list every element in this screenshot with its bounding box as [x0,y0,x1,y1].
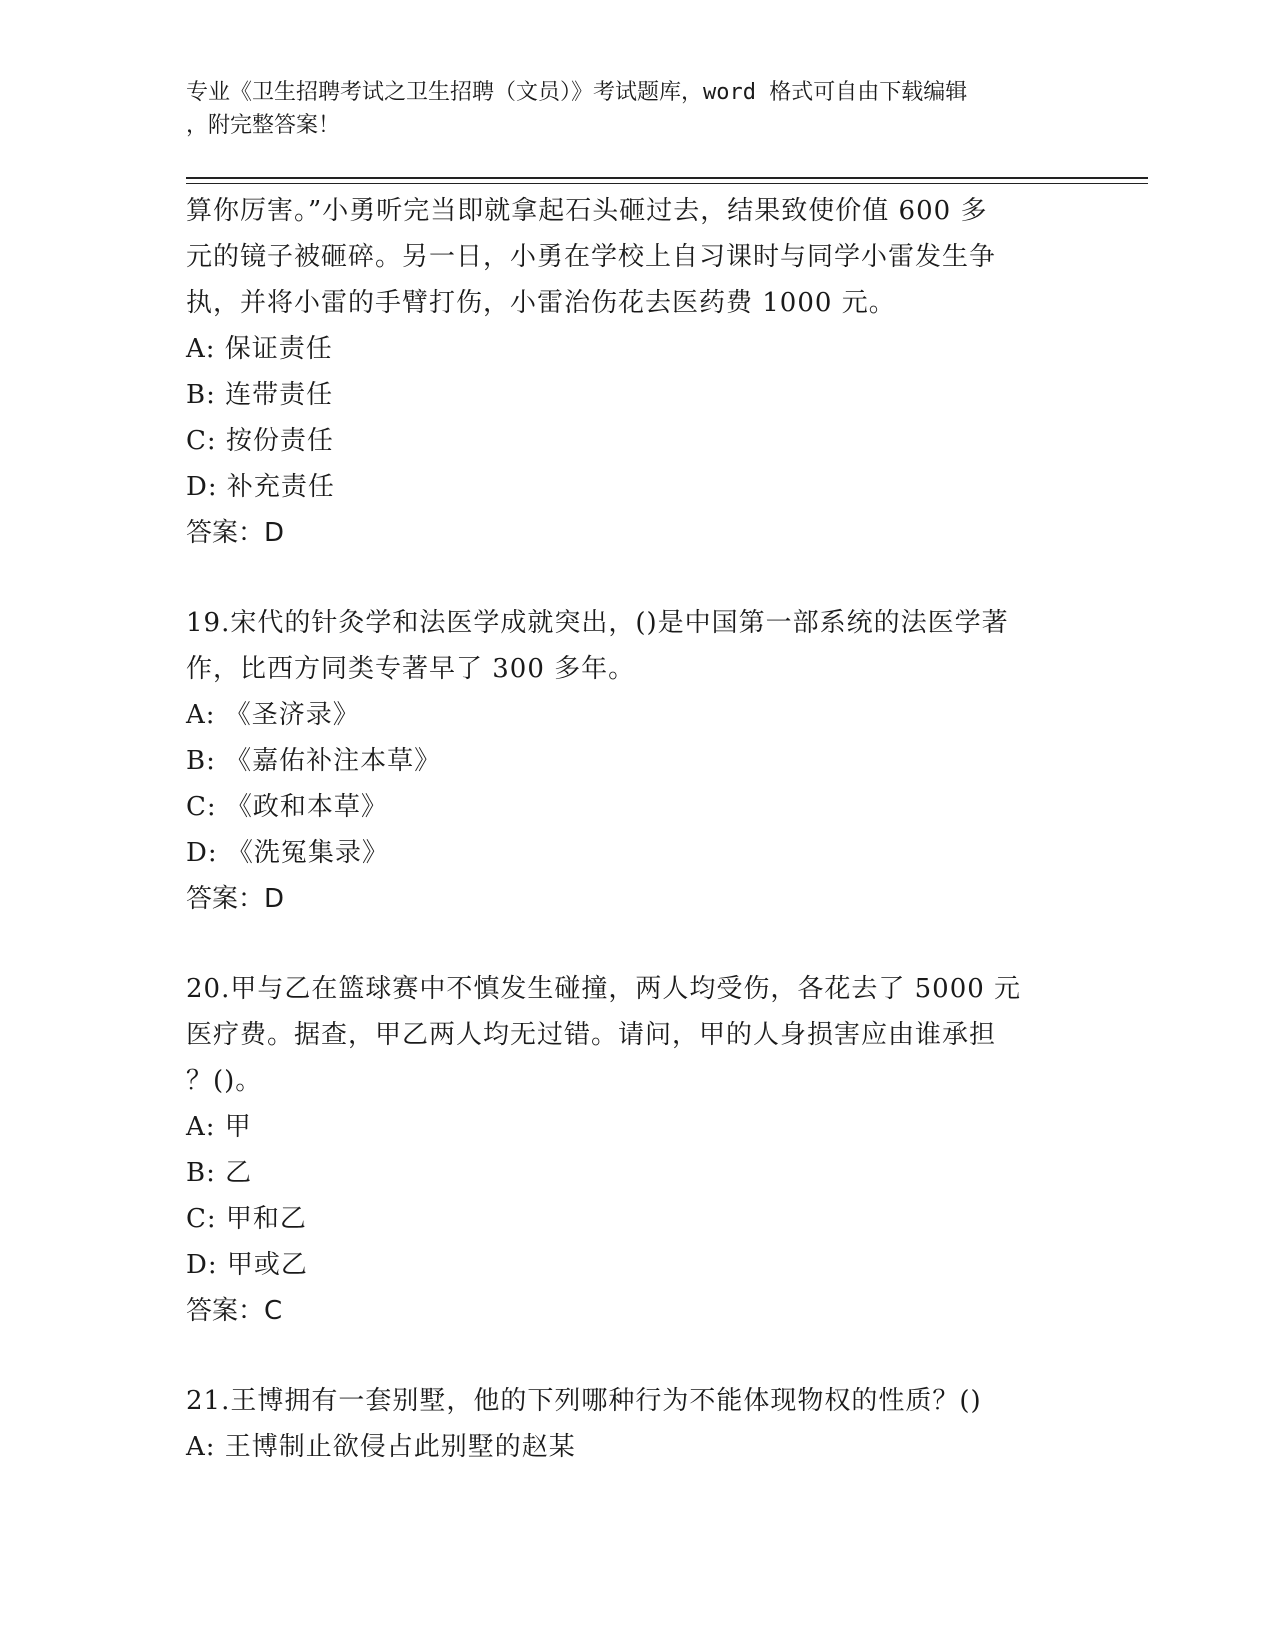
question-text-line: 20.甲与乙在篮球赛中不慎发生碰撞，两人均受伤，各花去了 5000 元 [186,974,1022,1004]
question-text-line: 作，比西方同类专著早了 300 多年。 [186,654,636,684]
option-a: A: 《圣济录》 [186,700,360,730]
question-20 [186,966,1086,1334]
answer-line: 答案：C [186,1296,283,1326]
option-a: A: 王博制止欲侵占此别墅的赵某 [186,1432,576,1462]
question-text-line: 执，并将小雷的手臂打伤，小雷治伤花去医药费 1000 元。 [186,288,896,318]
header-line-1: 专业《卫生招聘考试之卫生招聘（文员）》考试题库，word 格式可自由下载编辑 [186,80,968,105]
option-a: A: 保证责任 [186,334,333,364]
option-a: A: 甲 [186,1112,252,1142]
question-19 [186,600,1086,922]
document-header [186,76,1066,142]
question-text-line: 算你厉害。”小勇听完当即就拿起石头砸过去，结果致使价值 600 多 [186,196,988,226]
option-d: D: 甲或乙 [186,1250,308,1280]
question-text-line: ？()。 [186,1066,263,1096]
answer-line: 答案：D [186,884,285,914]
question-text-line: 元的镜子被砸碎。另一日，小勇在学校上自习课时与同学小雷发生争 [186,242,997,272]
question-21 [186,1378,1086,1470]
question-18 [186,188,1086,556]
question-text-line: 21.王博拥有一套别墅，他的下列哪种行为不能体现物权的性质？() [186,1386,982,1416]
spacer [186,1334,1086,1378]
question-text-line: 医疗费。据查，甲乙两人均无过错。请问，甲的人身损害应由谁承担 [186,1020,997,1050]
question-content [186,188,1086,1470]
header-line-2: ，附完整答案！ [186,113,341,138]
option-b: B: 连带责任 [186,380,334,410]
option-b: B: 《嘉佑补注本草》 [186,746,442,776]
header-rule-thin [186,183,1148,184]
option-c: C: 《政和本草》 [186,792,388,822]
answer-line: 答案：D [186,518,285,548]
question-text-line: 19.宋代的针灸学和法医学成就突出，()是中国第一部系统的法医学著 [186,608,1009,638]
option-d: D: 《洗冤集录》 [186,838,389,868]
option-d: D: 补充责任 [186,472,335,502]
header-rule-thick [186,177,1148,179]
option-c: C: 甲和乙 [186,1204,307,1234]
spacer [186,922,1086,966]
option-c: C: 按份责任 [186,426,334,456]
option-b: B: 乙 [186,1158,253,1188]
spacer [186,556,1086,600]
